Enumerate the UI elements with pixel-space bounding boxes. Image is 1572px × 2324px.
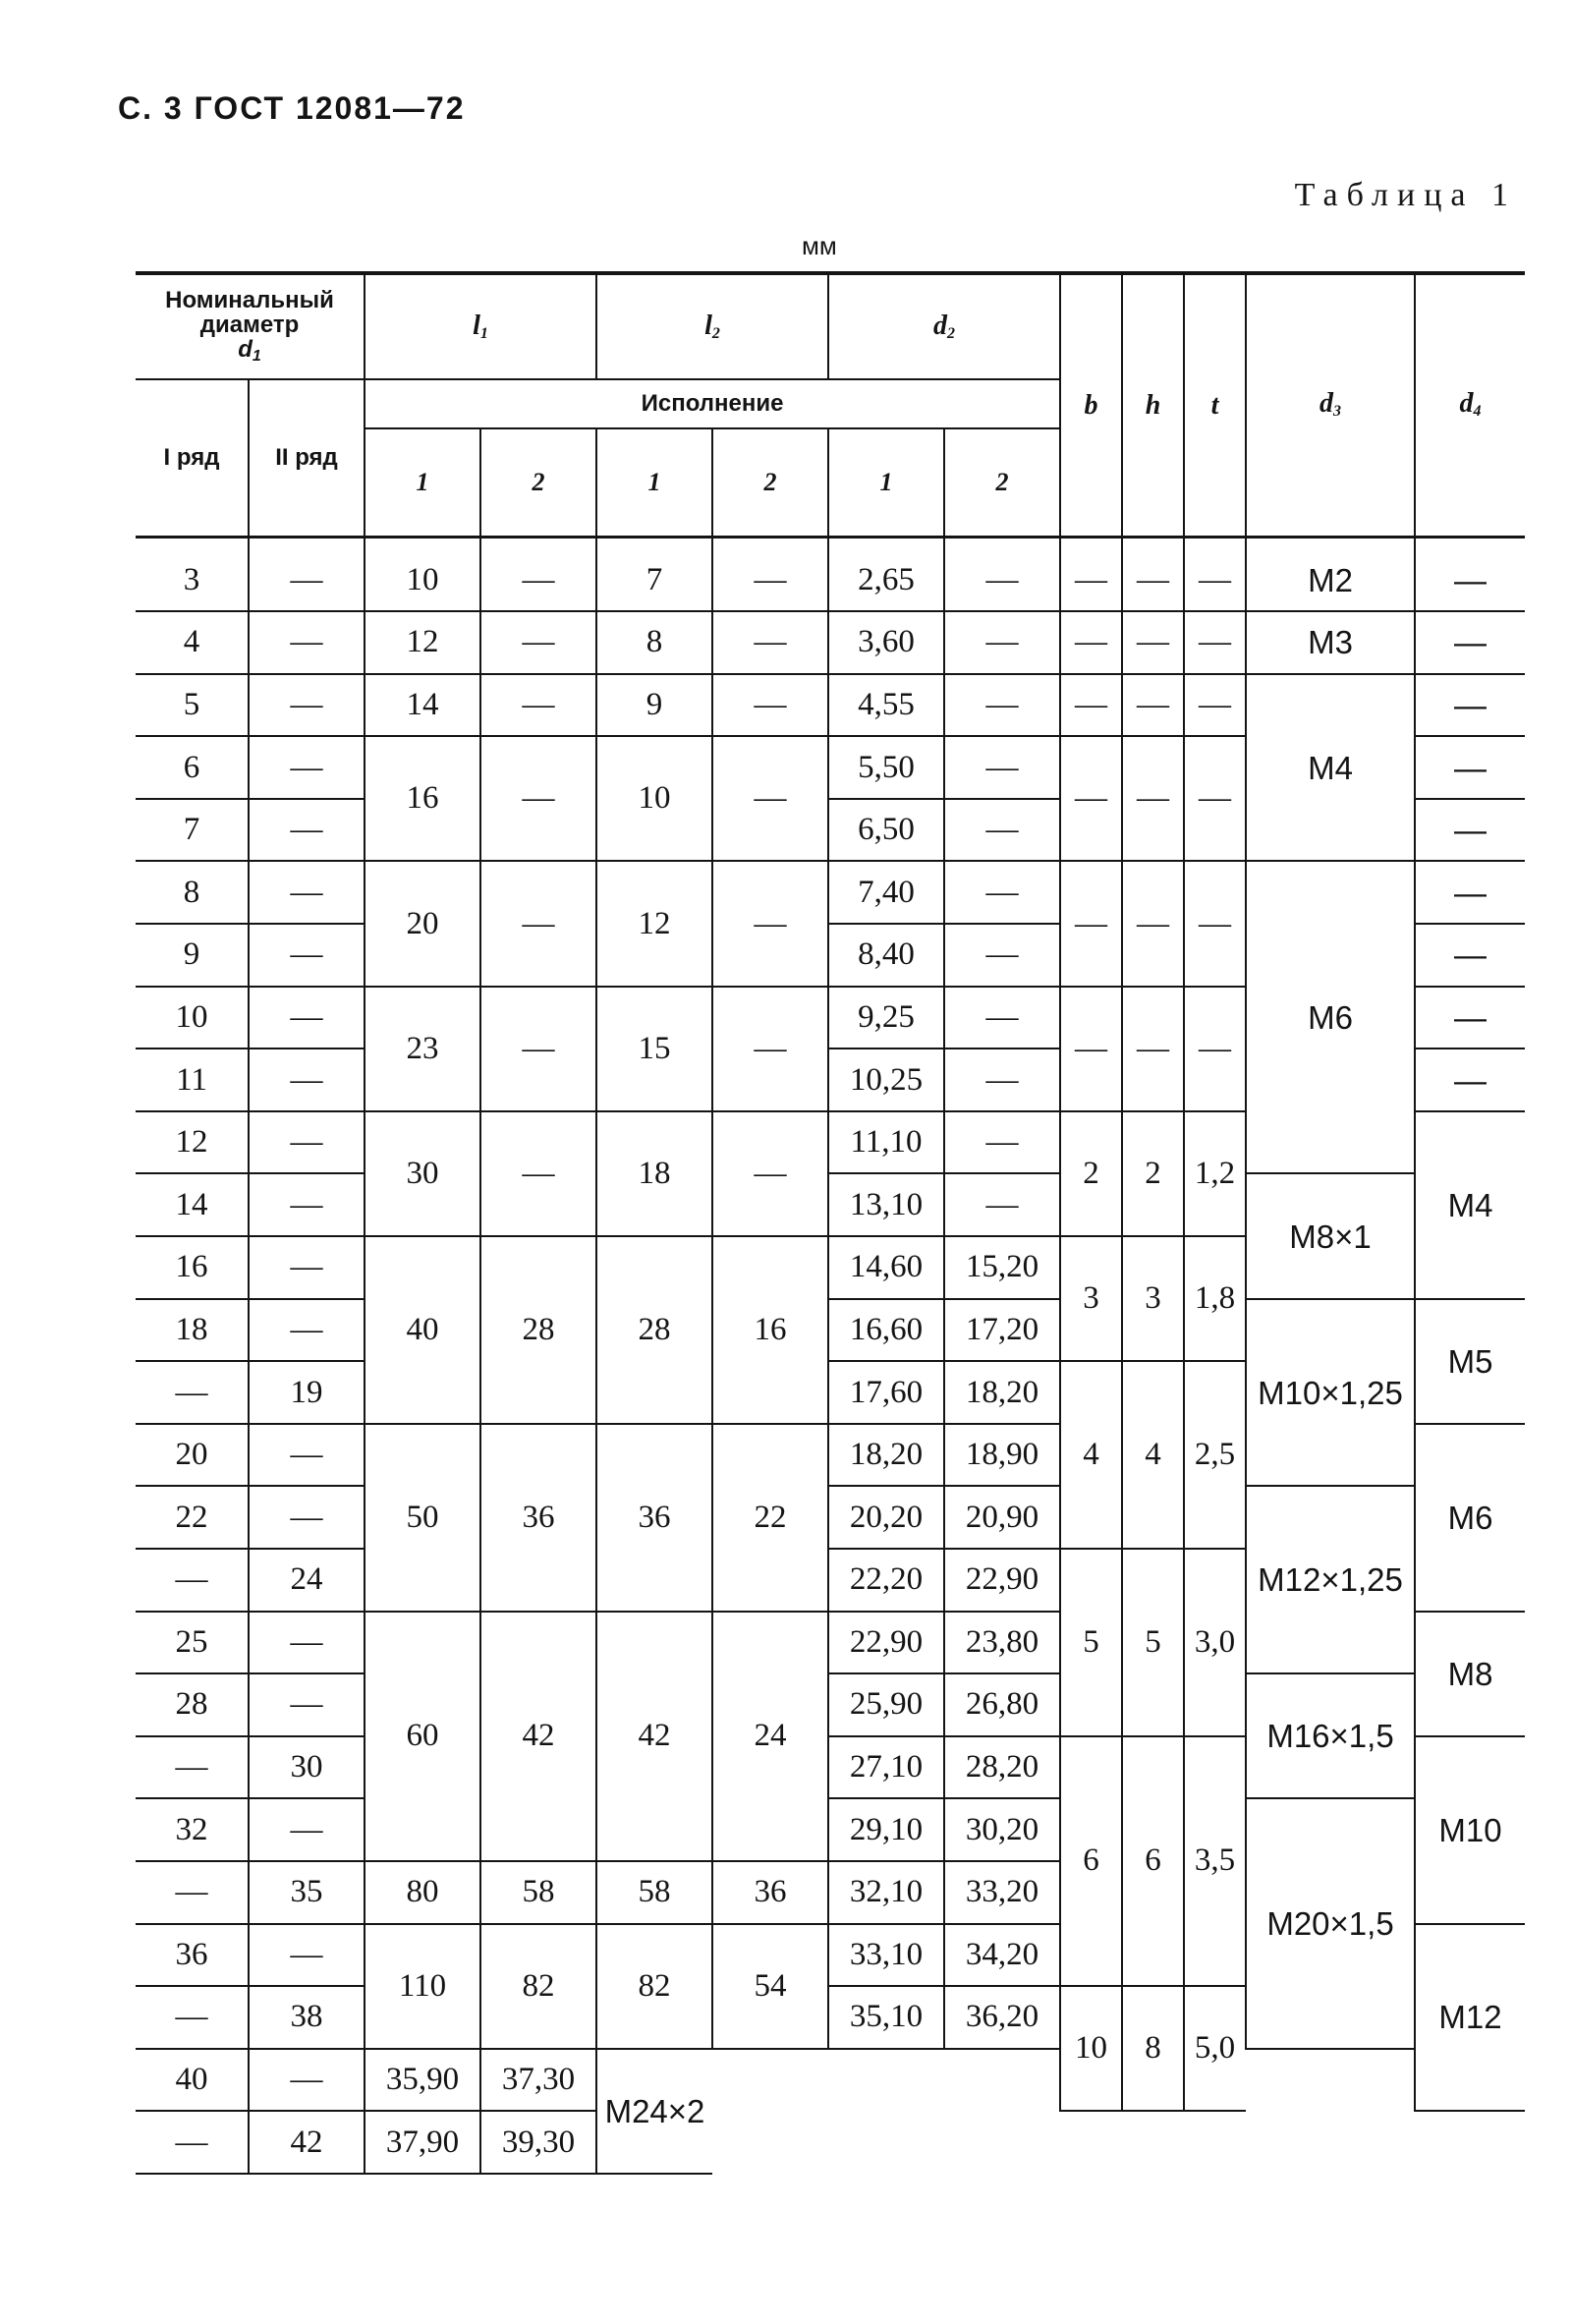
nominal-row-i-cell: 22 [136,1486,249,1549]
b-cell: — [1060,611,1122,674]
d4-thread-cell: — [1415,1049,1525,1111]
l2-exec1-cell: 8 [596,611,712,674]
d2-header: $d_2$ [828,273,1060,379]
d2-exec2-cell: 23,80 [944,1612,1060,1674]
l2-exec1-cell: 15 [596,987,712,1111]
l2-exec2-cell: — [712,987,828,1111]
nominal-row-i-cell: 3 [136,550,249,612]
l1-exec1-cell: 12 [365,611,480,674]
exec-1-header: 1 [365,428,480,537]
nominal-row-ii-cell: — [249,611,365,674]
table-label: Таблица 1 [1294,177,1517,213]
table-row [136,1798,1525,1861]
b-cell: 6 [1060,1736,1122,1986]
b-cell: — [1060,736,1122,861]
d2-exec2-cell: — [944,861,1060,924]
h-cell: — [1122,611,1184,674]
nominal-row-ii-cell: — [249,1612,365,1674]
gap-cell [1060,537,1122,550]
d2-exec2-cell: 37,30 [480,2049,596,2112]
nominal-row-ii-cell: 35 [249,1861,365,1924]
d2-exec1-cell: 4,55 [828,674,944,737]
d2-exec1-cell: 11,10 [828,1111,944,1174]
d3-thread-cell: M24×2 [596,2049,712,2174]
d4-thread-cell: M12 [1415,1924,1525,2112]
d2-exec2-cell: — [944,550,1060,612]
l2-exec2-cell: — [712,550,828,612]
d2-exec1-cell: 22,20 [828,1549,944,1612]
nominal-diameter-header: Номинальный диаметр $d_1$ [136,273,365,379]
l1-exec2-cell: — [480,550,596,612]
nominal-row-ii-cell: — [249,1424,365,1487]
d2-exec1-cell: 25,90 [828,1673,944,1736]
d2-exec2-cell: — [944,736,1060,799]
gap-cell [480,537,596,550]
units-label: мм [802,231,837,260]
d4-thread-cell: — [1415,861,1525,924]
t-cell: 3,5 [1184,1736,1246,1986]
d4-thread-cell: — [1415,924,1525,987]
d4-thread-cell: M10 [1415,1736,1525,1924]
d2-exec2-cell: 20,90 [944,1486,1060,1549]
t-cell: — [1184,736,1246,861]
nominal-row-i-cell: 20 [136,1424,249,1487]
d2-exec1-cell: 37,90 [365,2111,480,2174]
d2-exec1-cell: 5,50 [828,736,944,799]
d2-exec2-cell: — [944,1173,1060,1236]
l1-exec2-cell: 36 [480,1424,596,1612]
gap-cell [136,537,249,550]
b-cell: 10 [1060,1986,1122,2111]
nominal-row-i-cell: 4 [136,611,249,674]
t-cell: 2,5 [1184,1361,1246,1549]
table-row [136,2111,1525,2174]
h-cell: — [1122,550,1184,612]
l1-exec1-cell: 40 [365,1236,480,1424]
gap-cell [1122,537,1184,550]
row-i-header: I ряд [136,379,249,537]
table-row [136,1486,1525,1549]
nominal-row-ii-cell: — [249,1673,365,1736]
l2-exec1-cell: 9 [596,674,712,737]
nominal-row-i-cell: 28 [136,1673,249,1736]
d3-header: $d_3$ [1246,273,1415,537]
d2-exec1-cell: 32,10 [828,1861,944,1924]
l2-exec2-cell: 24 [712,1612,828,1861]
d2-exec1-cell: 10,25 [828,1049,944,1111]
d2-exec2-cell: 15,20 [944,1236,1060,1299]
nominal-row-i-cell: — [136,2111,249,2174]
d2-exec1-cell: 13,10 [828,1173,944,1236]
d2-exec1-cell: 22,90 [828,1612,944,1674]
nominal-row-i-cell: 8 [136,861,249,924]
l2-exec2-cell: — [712,736,828,861]
nominal-row-i-cell: 40 [136,2049,249,2112]
l1-exec2-cell: — [480,987,596,1111]
d2-exec2-cell: — [944,1049,1060,1111]
d4-header: $d_4$ [1415,273,1525,537]
l1-exec2-cell: 82 [480,1924,596,2049]
nominal-row-ii-cell: 42 [249,2111,365,2174]
nominal-row-ii-cell: — [249,1486,365,1549]
l1-exec1-cell: 20 [365,861,480,986]
nominal-row-i-cell: — [136,1986,249,2049]
d2-exec1-cell: 35,10 [828,1986,944,2049]
d2-exec2-cell: 36,20 [944,1986,1060,2049]
nominal-row-ii-cell: — [249,1924,365,1987]
b-cell: 4 [1060,1361,1122,1549]
nominal-row-i-cell: 6 [136,736,249,799]
d4-thread-cell: M4 [1415,1111,1525,1299]
l1-exec2-cell: — [480,611,596,674]
d2-exec2-cell: — [944,611,1060,674]
execution-header: Исполнение [365,379,1060,428]
b-cell: 5 [1060,1549,1122,1736]
h-cell: 3 [1122,1236,1184,1361]
nominal-row-i-cell: 9 [136,924,249,987]
d2-exec2-cell: 17,20 [944,1299,1060,1362]
nominal-row-i-cell: 18 [136,1299,249,1362]
l1-exec1-cell: 23 [365,987,480,1111]
nominal-row-i-cell: 5 [136,674,249,737]
dimensions-table [136,271,1525,2175]
d2-exec1-cell: 17,60 [828,1361,944,1424]
d2-exec2-cell: — [944,799,1060,862]
gap-cell [712,537,828,550]
b-cell: 2 [1060,1111,1122,1236]
exec-2-header: 2 [480,428,596,537]
d2-exec1-cell: 2,65 [828,550,944,612]
h-cell: 8 [1122,1986,1184,2111]
h-header: h [1122,273,1184,537]
gap-cell [1246,537,1415,550]
nominal-row-ii-cell: — [249,924,365,987]
exec-1-header: 1 [828,428,944,537]
nominal-row-ii-cell: — [249,1798,365,1861]
nominal-row-i-cell: — [136,1736,249,1799]
nominal-row-ii-cell: — [249,1111,365,1174]
l2-exec1-cell: 82 [596,1924,712,2049]
l1-exec2-cell: 28 [480,1236,596,1424]
d3-thread-cell: M10×1,25 [1246,1299,1415,1487]
d2-exec1-cell: 3,60 [828,611,944,674]
d2-exec2-cell: 26,80 [944,1673,1060,1736]
t-cell: — [1184,861,1246,986]
l2-exec1-cell: 28 [596,1236,712,1424]
h-cell: — [1122,736,1184,861]
d2-exec1-cell: 35,90 [365,2049,480,2112]
nominal-row-ii-cell: — [249,861,365,924]
gap-cell [828,537,944,550]
nominal-row-ii-cell: — [249,674,365,737]
gap-cell [596,537,712,550]
t-cell: — [1184,550,1246,612]
t-cell: 1,2 [1184,1111,1246,1236]
d2-exec1-cell: 20,20 [828,1486,944,1549]
nominal-row-i-cell: 14 [136,1173,249,1236]
l1-exec1-cell: 50 [365,1424,480,1612]
d2-exec1-cell: 9,25 [828,987,944,1049]
d2-exec2-cell: — [944,924,1060,987]
exec-2-header: 2 [712,428,828,537]
d2-exec2-cell: 18,90 [944,1424,1060,1487]
d2-exec1-cell: 7,40 [828,861,944,924]
d4-thread-cell: — [1415,736,1525,799]
l2-exec1-cell: 7 [596,550,712,612]
d2-exec1-cell: 29,10 [828,1798,944,1861]
d2-exec2-cell: 33,20 [944,1861,1060,1924]
t-cell: 5,0 [1184,1986,1246,2111]
nominal-row-ii-cell: — [249,799,365,862]
d4-thread-cell: — [1415,674,1525,737]
d2-exec2-cell: — [944,674,1060,737]
l1-exec2-cell: — [480,1111,596,1236]
d2-exec1-cell: 6,50 [828,799,944,862]
nominal-row-ii-cell: — [249,550,365,612]
l2-exec2-cell: 22 [712,1424,828,1612]
table-body [136,537,1525,2174]
h-cell: 2 [1122,1111,1184,1236]
d3-thread-cell: M16×1,5 [1246,1673,1415,1798]
nominal-row-ii-cell: — [249,1236,365,1299]
l2-exec2-cell: 36 [712,1861,828,1924]
header-gap [136,537,1525,550]
d2-exec2-cell: — [944,1111,1060,1174]
d4-thread-cell: M8 [1415,1612,1525,1736]
l1-exec1-cell: 30 [365,1111,480,1236]
nominal-row-i-cell: — [136,1361,249,1424]
t-cell: 3,0 [1184,1549,1246,1736]
l2-exec2-cell: — [712,861,828,986]
t-cell: — [1184,987,1246,1111]
h-cell: — [1122,987,1184,1111]
t-cell: 1,8 [1184,1236,1246,1361]
nominal-row-ii-cell: — [249,1173,365,1236]
b-cell: — [1060,674,1122,737]
d2-exec2-cell: 18,20 [944,1361,1060,1424]
nominal-row-ii-cell: — [249,1049,365,1111]
b-header: b [1060,273,1122,537]
l1-exec1-cell: 16 [365,736,480,861]
d2-exec1-cell: 33,10 [828,1924,944,1987]
nominal-row-i-cell: 12 [136,1111,249,1174]
d3-thread-cell: M20×1,5 [1246,1798,1415,2048]
nominal-row-ii-cell: — [249,2049,365,2112]
d2-exec1-cell: 8,40 [828,924,944,987]
table-row [136,861,1525,924]
table-row [136,2049,1525,2112]
l2-exec1-cell: 12 [596,861,712,986]
d2-exec2-cell: 22,90 [944,1549,1060,1612]
d2-exec2-cell: 34,20 [944,1924,1060,1987]
d2-exec2-cell: 28,20 [944,1736,1060,1799]
nominal-row-i-cell: 7 [136,799,249,862]
l2-exec1-cell: 36 [596,1424,712,1612]
nominal-row-ii-cell: 24 [249,1549,365,1612]
nominal-row-ii-cell: 38 [249,1986,365,2049]
l1-exec1-cell: 14 [365,674,480,737]
table-row [136,1673,1525,1736]
nominal-row-i-cell: 10 [136,987,249,1049]
row-ii-header: II ряд [249,379,365,537]
table-row [136,1299,1525,1362]
t-cell: — [1184,674,1246,737]
d2-exec2-cell: 39,30 [480,2111,596,2174]
l2-exec1-cell: 18 [596,1111,712,1236]
b-cell: — [1060,987,1122,1111]
nominal-row-i-cell: 16 [136,1236,249,1299]
nominal-row-i-cell: 36 [136,1924,249,1987]
l2-exec2-cell: — [712,674,828,737]
l2-exec2-cell: — [712,1111,828,1236]
d3-thread-cell: M4 [1246,674,1415,862]
l1-exec1-cell: 110 [365,1924,480,2049]
nominal-row-ii-cell: — [249,736,365,799]
l1-exec1-cell: 60 [365,1612,480,1861]
d2-exec1-cell: 27,10 [828,1736,944,1799]
nominal-row-i-cell: — [136,1861,249,1924]
l1-exec2-cell: 42 [480,1612,596,1861]
l2-exec2-cell: — [712,611,828,674]
b-cell: 3 [1060,1236,1122,1361]
l2-exec1-cell: 42 [596,1612,712,1861]
table-row [136,1173,1525,1236]
l1-header: $l_1$ [365,273,596,379]
b-cell: — [1060,861,1122,986]
t-header: t [1184,273,1246,537]
l2-header: $l_2$ [596,273,828,379]
d3-thread-cell: M2 [1246,550,1415,612]
gap-cell [1184,537,1246,550]
table-row [136,674,1525,737]
t-cell: — [1184,611,1246,674]
d2-exec2-cell: — [944,987,1060,1049]
l2-exec1-cell: 58 [596,1861,712,1924]
h-cell: 5 [1122,1549,1184,1736]
h-cell: 4 [1122,1361,1184,1549]
d2-exec1-cell: 14,60 [828,1236,944,1299]
l1-exec2-cell: — [480,736,596,861]
d3-thread-cell: M8×1 [1246,1173,1415,1298]
d4-thread-cell: — [1415,987,1525,1049]
nominal-row-ii-cell: 30 [249,1736,365,1799]
nominal-row-ii-cell: — [249,987,365,1049]
nominal-row-i-cell: 25 [136,1612,249,1674]
d4-thread-cell: M5 [1415,1299,1525,1424]
d2-exec1-cell: 18,20 [828,1424,944,1487]
l1-exec2-cell: 58 [480,1861,596,1924]
gap-cell [249,537,365,550]
nominal-row-i-cell: 11 [136,1049,249,1111]
exec-1-header: 1 [596,428,712,537]
nominal-row-i-cell: 32 [136,1798,249,1861]
d4-thread-cell: — [1415,611,1525,674]
l1-exec1-cell: 10 [365,550,480,612]
l1-exec1-cell: 80 [365,1861,480,1924]
d3-thread-cell: M6 [1246,861,1415,1173]
exec-2-header: 2 [944,428,1060,537]
d4-thread-cell: — [1415,799,1525,862]
table-row [136,611,1525,674]
h-cell: — [1122,861,1184,986]
h-cell: — [1122,674,1184,737]
nominal-row-ii-cell: — [249,1299,365,1362]
h-cell: 6 [1122,1736,1184,1986]
d4-thread-cell: M6 [1415,1424,1525,1612]
nominal-row-i-cell: — [136,1549,249,1612]
d3-thread-cell: M12×1,25 [1246,1486,1415,1673]
nominal-row-ii-cell: 19 [249,1361,365,1424]
l2-exec2-cell: 54 [712,1924,828,2049]
d4-thread-cell: — [1415,550,1525,612]
l2-exec1-cell: 10 [596,736,712,861]
gap-cell [944,537,1060,550]
d3-thread-cell: M3 [1246,611,1415,674]
d2-exec2-cell: 30,20 [944,1798,1060,1861]
b-cell: — [1060,550,1122,612]
l2-exec2-cell: 16 [712,1236,828,1424]
l1-exec2-cell: — [480,674,596,737]
gap-cell [365,537,480,550]
page-header: С. 3 ГОСТ 12081—72 [118,90,466,126]
l1-exec2-cell: — [480,861,596,986]
gap-cell [1415,537,1525,550]
table-row [136,550,1525,612]
d2-exec1-cell: 16,60 [828,1299,944,1362]
